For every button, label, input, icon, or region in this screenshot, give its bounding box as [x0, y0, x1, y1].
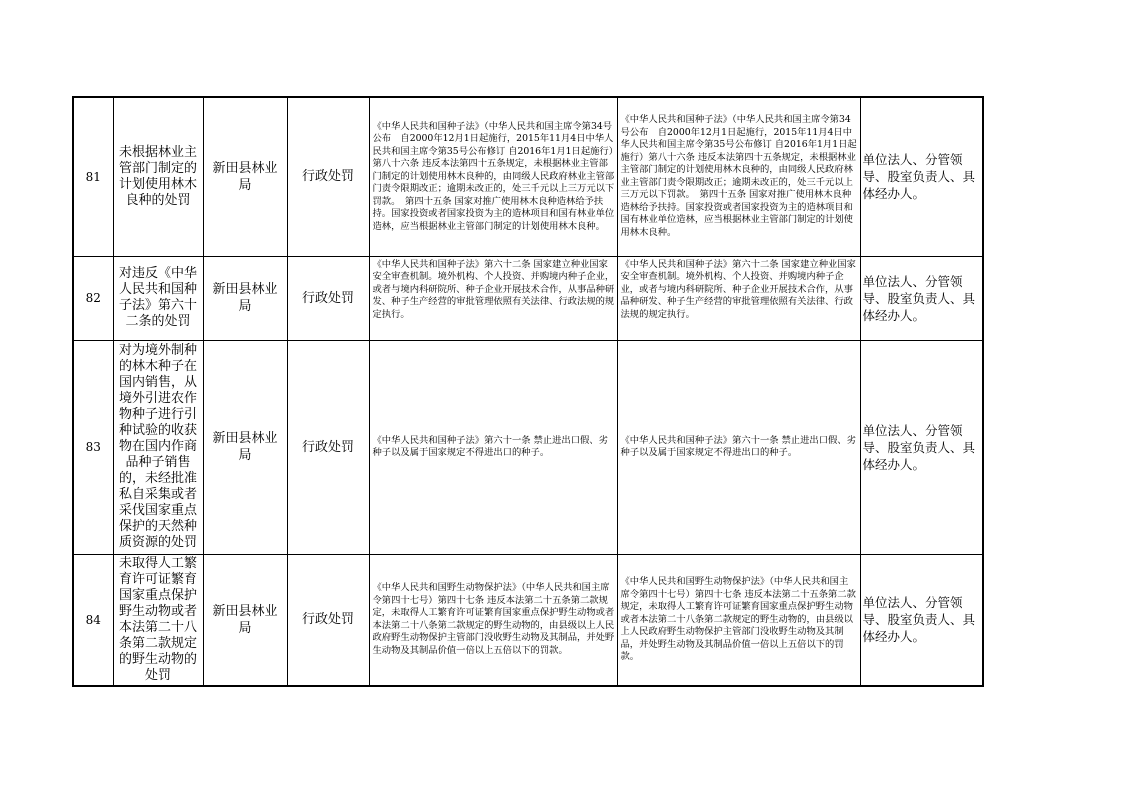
- item-name: 对违反《中华人民共和国种子法》第六十二条的处罚: [118, 266, 197, 329]
- duty-basis: 《中华人民共和国种子法》第六十一条 禁止进出口假、劣种子以及属于国家规定不得进出口的种子。: [620, 434, 856, 458]
- duty-basis: 《中华人民共和国种子法》（中华人民共和国主席令第34号公布 自2000年12月1日起施行，2015年11月4日中华人民共和国主席令第35号公布修订 自2016年1月1日起施行）第八十六条 违反本法第四十五条规定，未根据林业主管部门制定的计划使用林木良种的，由同级人民政府林业主管部门责令限期改正；逾期未改正的，处三千元以上三万元以下罚款。 第四十五条 国家对推广使用林木良种造林给予扶持。国家投资或者国家投资为主的造林项目和国有林业单位造林，应当根据林业主管部门制定的计划使用林木良种。: [620, 114, 857, 238]
- subject-cell: [860, 97, 983, 256]
- power-type: 行政处罚: [301, 290, 354, 306]
- table-row: [73, 340, 983, 554]
- subject-cell: [860, 256, 983, 340]
- table-row: [73, 554, 983, 686]
- row-number: 82: [73, 256, 113, 340]
- item-cell: [113, 554, 203, 686]
- item-cell: [113, 340, 203, 554]
- dept-cell: [203, 554, 287, 686]
- basis-cell: [369, 256, 617, 340]
- item-name: 对为境外制种的林木种子在国内销售，从境外引进农作物种子进行引种试验的收获物在国内作商品种子销售的，未经批准私自采集或者采伐国家重点保护的天然种质资源的处罚: [118, 343, 197, 550]
- power-type: 行政处罚: [301, 169, 354, 185]
- legal-basis: 《中华人民共和国野生动物保护法》（中华人民共和国主席令第四十七号）第四十七条 违反本法第二十五条第二款规定，未取得人工繁育许可证繁育国家重点保护野生动物或者本法第二十八条第二款规定的野生动物的，由县级以上人民政府野生动物保护主管部门没收野生动物及其制品，并处野生动物及其制品价值一倍以上五倍以下的罚款。: [372, 582, 615, 656]
- table-row: [73, 97, 983, 256]
- department: 新田县林业局: [212, 603, 278, 636]
- legal-basis: 《中华人民共和国种子法》（中华人民共和国主席令第34号公布 自2000年12月1日起施行，2015年11月4日中华人民共和国主席令第35号公布修订 自2016年1月1日起施行）第八十六条 违反本法第四十五条规定，未根据林业主管部门制定的计划使用林木良种的，由同级人民政府林业主管部门责令限期改正；逾期未改正的，处三千元以上三万元以下罚款。 第四十五条 国家对推广使用林木良种造林给予扶持。国家投资或者国家投资为主的造林项目和国有林业单位造林，应当根据林业主管部门制定的计划使用林木良种。: [372, 120, 615, 232]
- department: 新田县林业局: [212, 282, 278, 314]
- duty-basis: 《中华人民共和国种子法》第六十二条 国家建立种业国家安全审查机制。境外机构、个人投资、并购境内种子企业，或者与境内科研院所、种子企业开展技术合作，从事品种研发、种子生产经营的审批管理依照有关法律、行政法规的规定执行。: [620, 258, 856, 320]
- department: 新田县林业局: [212, 431, 278, 463]
- item-name: 未取得人工繁育许可证繁育国家重点保护野生动物或者本法第二十八条第二款规定的野生动物的处罚: [118, 555, 197, 683]
- subject-cell: [860, 340, 983, 554]
- basis-cell: [369, 340, 617, 554]
- table-row: [73, 256, 983, 340]
- basis-cell: [369, 97, 617, 256]
- type-cell: [287, 554, 369, 686]
- basis-cell: [369, 554, 617, 686]
- responsible-subject: 单位法人、分管领导、股室负责人、具体经办人。: [862, 152, 976, 202]
- item-cell: [113, 256, 203, 340]
- subject-cell: [860, 554, 983, 686]
- duty-basis: 《中华人民共和国野生动物保护法》（中华人民共和国主席令第四十七号）第四十七条 违反本法第二十五条第二款规定，未取得人工繁育许可证繁育国家重点保护野生动物或者本法第二十八条第二款规定的野生动物的，由县级以上人民政府野生动物保护主管部门没收野生动物及其制品，并处野生动物及其制品价值一倍以上五倍以下的罚款。: [620, 576, 856, 662]
- dept-cell: [203, 97, 287, 256]
- dept-cell: [203, 340, 287, 554]
- duty-cell: [617, 97, 860, 256]
- type-cell: [287, 256, 369, 340]
- power-type: 行政处罚: [301, 439, 354, 455]
- dept-cell: [203, 256, 287, 340]
- duty-cell: [617, 554, 860, 686]
- type-cell: [287, 340, 369, 554]
- department: 新田县林业局: [212, 160, 278, 193]
- duty-cell: [617, 340, 860, 554]
- item-name: 未根据林业主管部门制定的计划使用林木良种的处罚: [118, 144, 197, 208]
- responsible-subject: 单位法人、分管领导、股室负责人、具体经办人。: [862, 595, 976, 645]
- responsible-subject: 单位法人、分管领导、股室负责人、具体经办人。: [862, 273, 976, 323]
- penalty-table: [72, 96, 984, 687]
- legal-basis: 《中华人民共和国种子法》第六十二条 国家建立种业国家安全审查机制。境外机构、个人投资、并购境内种子企业，或者与境内科研院所、种子企业开展技术合作，从事品种研发、种子生产经营的审批管理依照有关法律、行政法规的规定执行。: [372, 258, 615, 320]
- responsible-subject: 单位法人、分管领导、股室负责人、具体经办人。: [862, 422, 976, 472]
- duty-cell: [617, 256, 860, 340]
- item-cell: [113, 97, 203, 256]
- row-number: 84: [73, 554, 113, 686]
- row-number: 83: [73, 340, 113, 554]
- type-cell: [287, 97, 369, 256]
- row-number: 81: [73, 97, 113, 256]
- power-type: 行政处罚: [301, 612, 354, 628]
- legal-basis: 《中华人民共和国种子法》第六十一条 禁止进出口假、劣种子以及属于国家规定不得进出口的种子。: [372, 434, 608, 458]
